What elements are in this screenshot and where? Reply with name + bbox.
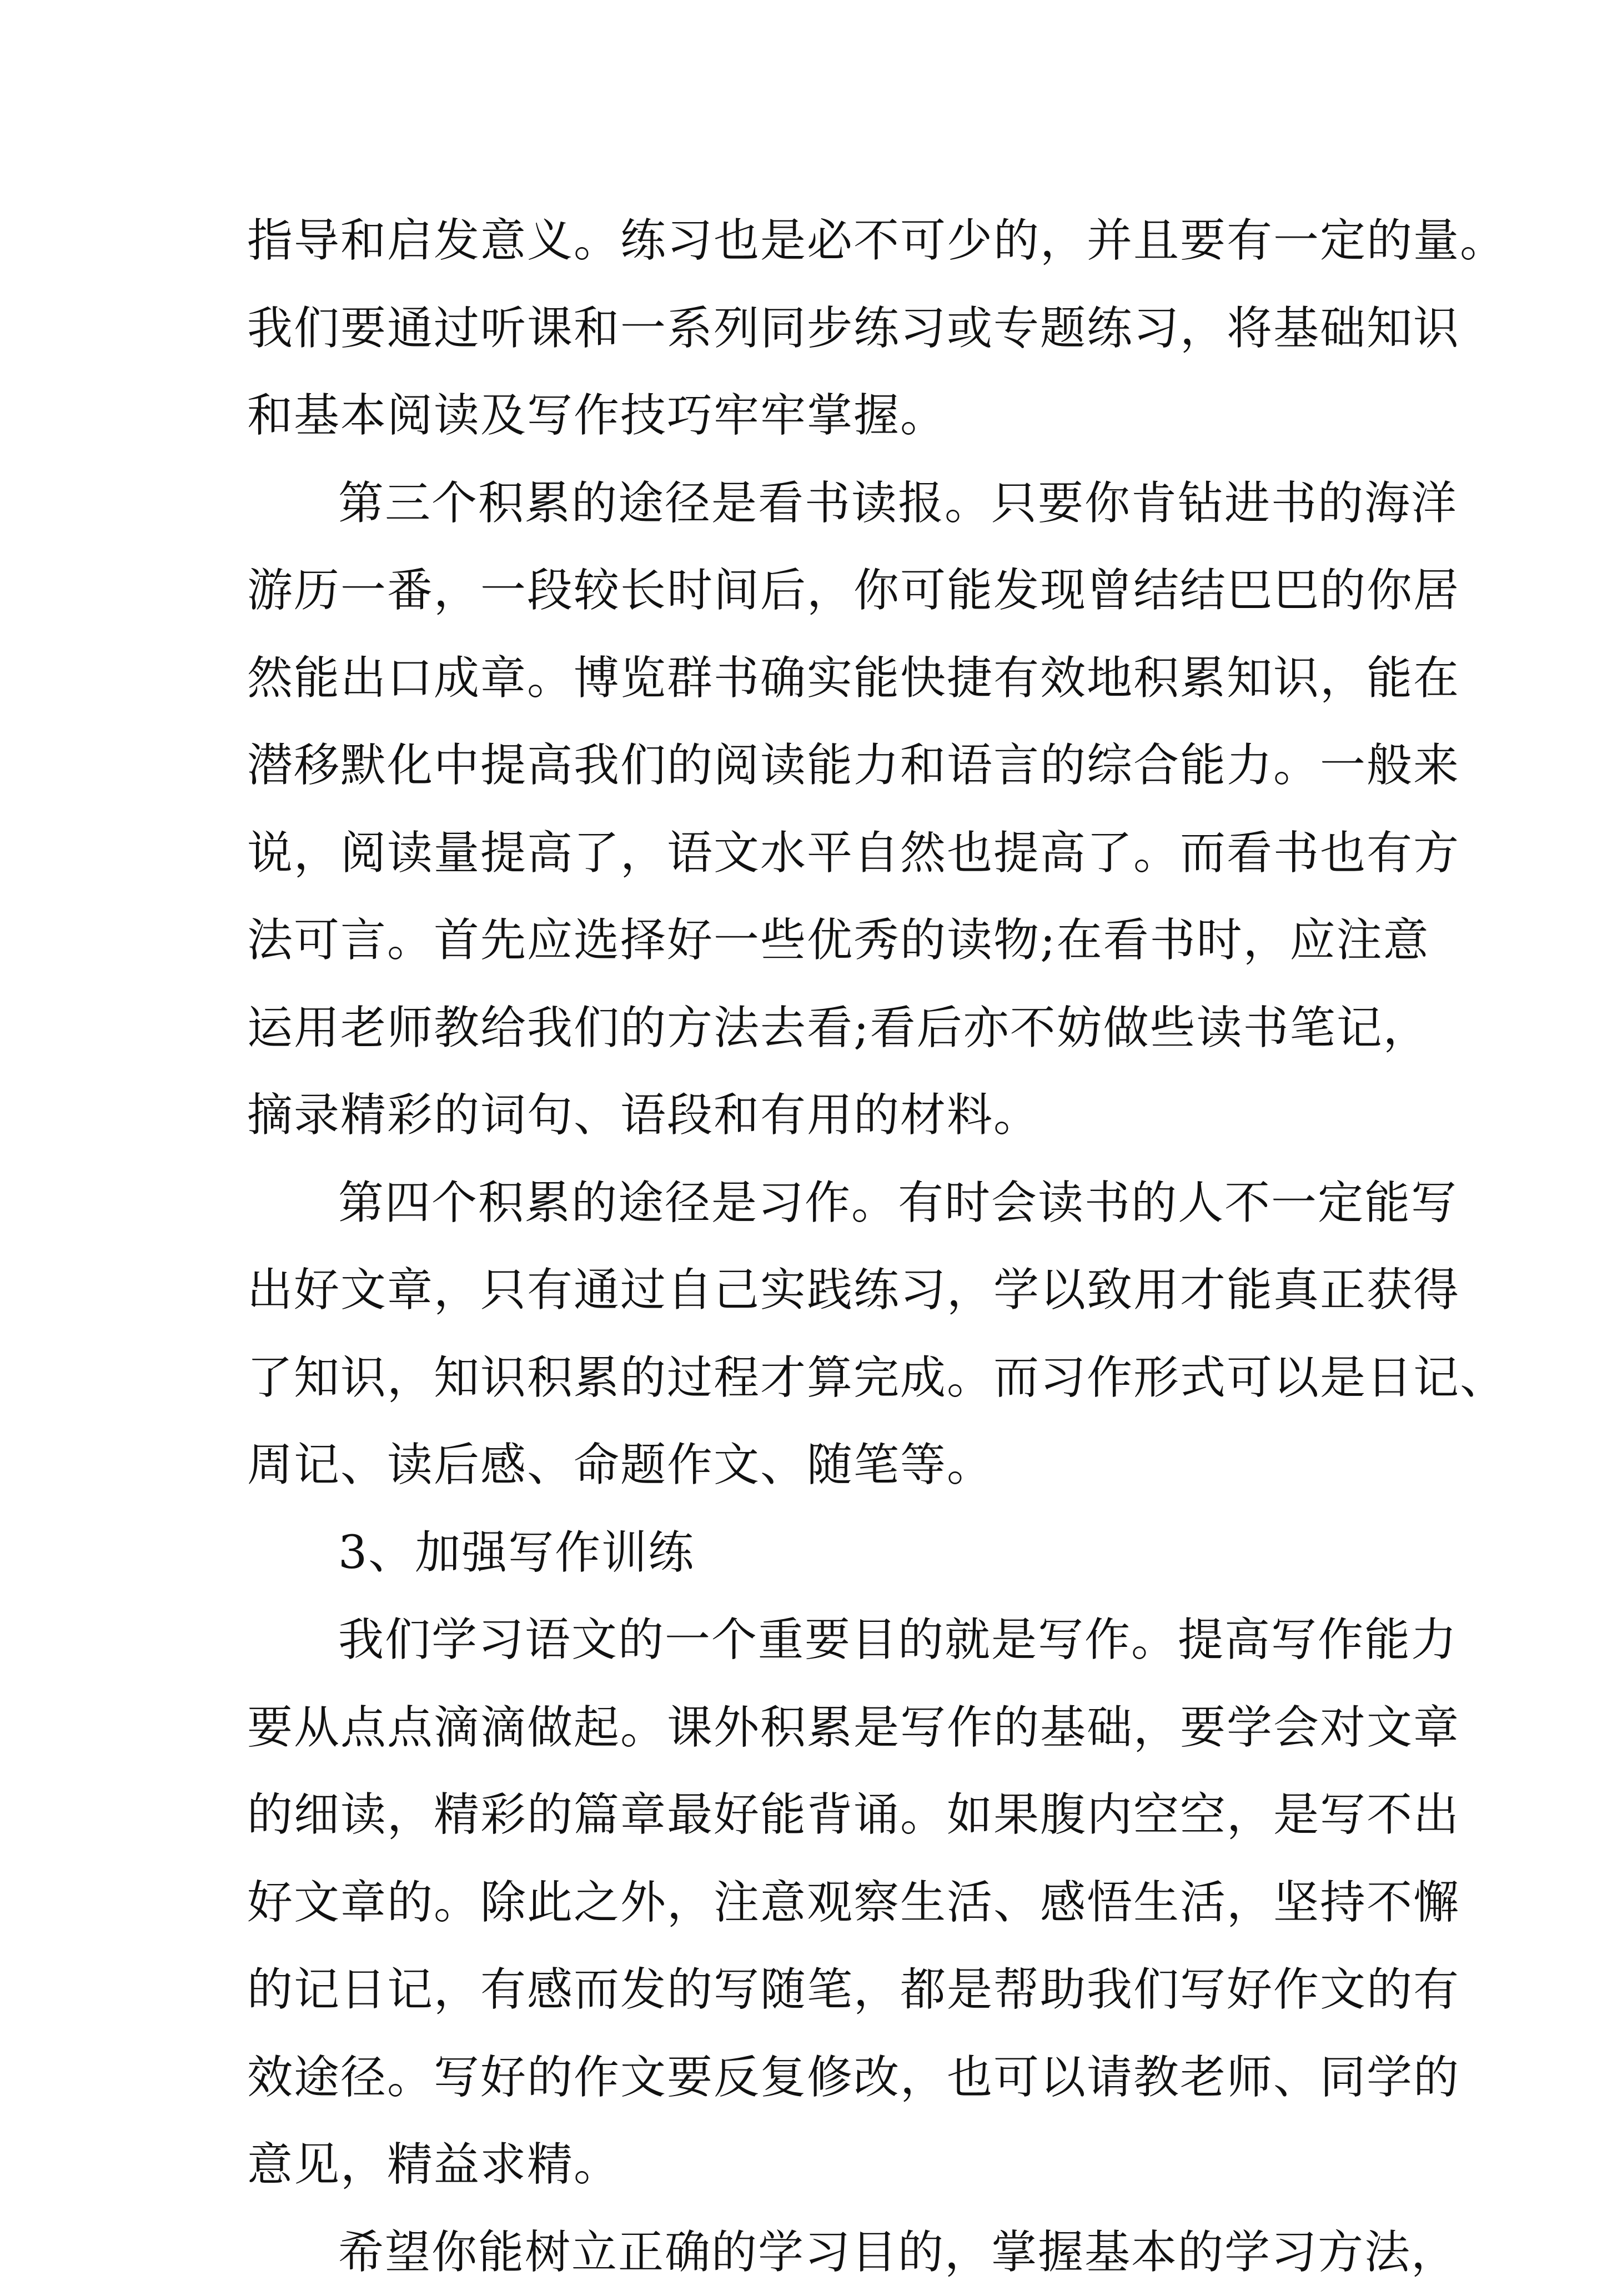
- paragraph-start-line: 第四个积累的途径是习作。有时会读书的人不一定能写: [247, 1159, 1369, 1247]
- paragraph-start-line: 第三个积累的途径是看书读报。只要你肯钻进书的海洋: [247, 460, 1369, 547]
- text-line: 游历一番，一段较长时间后，你可能发现曾结结巴巴的你居: [247, 547, 1369, 635]
- text-line: 说，阅读量提高了，语文水平自然也提高了。而看书也有方: [247, 810, 1369, 897]
- text-line: 要从点点滴滴做起。课外积累是写作的基础，要学会对文章: [247, 1684, 1369, 1772]
- text-line: 意见，精益求精。: [247, 2121, 1369, 2209]
- text-line: 运用老师教给我们的方法去看;看后亦不妨做些读书笔记，: [247, 984, 1369, 1072]
- text-line: 了知识，知识积累的过程才算完成。而习作形式可以是日记、: [247, 1334, 1369, 1422]
- text-line: 然能出口成章。博览群书确实能快捷有效地积累知识，能在: [247, 635, 1369, 722]
- text-line: 法可言。首先应选择好一些优秀的读物;在看书时，应注意: [247, 897, 1369, 984]
- text-line: 的记日记，有感而发的写随笔，都是帮助我们写好作文的有: [247, 1946, 1369, 2034]
- text-line: 出好文章，只有通过自己实践练习，学以致用才能真正获得: [247, 1247, 1369, 1334]
- paragraph-start-line: 我们学习语文的一个重要目的就是写作。提高写作能力: [247, 1596, 1369, 1684]
- text-line: 效途径。写好的作文要反复修改，也可以请教老师、同学的: [247, 2034, 1369, 2122]
- text-line: 好文章的。除此之外，注意观察生活、感悟生活，坚持不懈: [247, 1859, 1369, 1947]
- text-line: 潜移默化中提高我们的阅读能力和语言的综合能力。一般来: [247, 722, 1369, 810]
- text-line: 周记、读后感、命题作文、随笔等。: [247, 1421, 1369, 1509]
- body-text: [247, 197, 1369, 2296]
- text-line: 的细读，精彩的篇章最好能背诵。如果腹内空空，是写不出: [247, 1771, 1369, 1859]
- paragraph-start-line: 希望你能树立正确的学习目的，掌握基本的学习方法，: [247, 2209, 1369, 2296]
- text-line: 和基本阅读及写作技巧牢牢掌握。: [247, 372, 1369, 460]
- section-heading: 3、加强写作训练: [247, 1509, 1369, 1597]
- text-line: 指导和启发意义。练习也是必不可少的，并且要有一定的量。: [247, 197, 1369, 285]
- text-line: 摘录精彩的词句、语段和有用的材料。: [247, 1072, 1369, 1159]
- text-line: 我们要通过听课和一系列同步练习或专题练习，将基础知识: [247, 285, 1369, 373]
